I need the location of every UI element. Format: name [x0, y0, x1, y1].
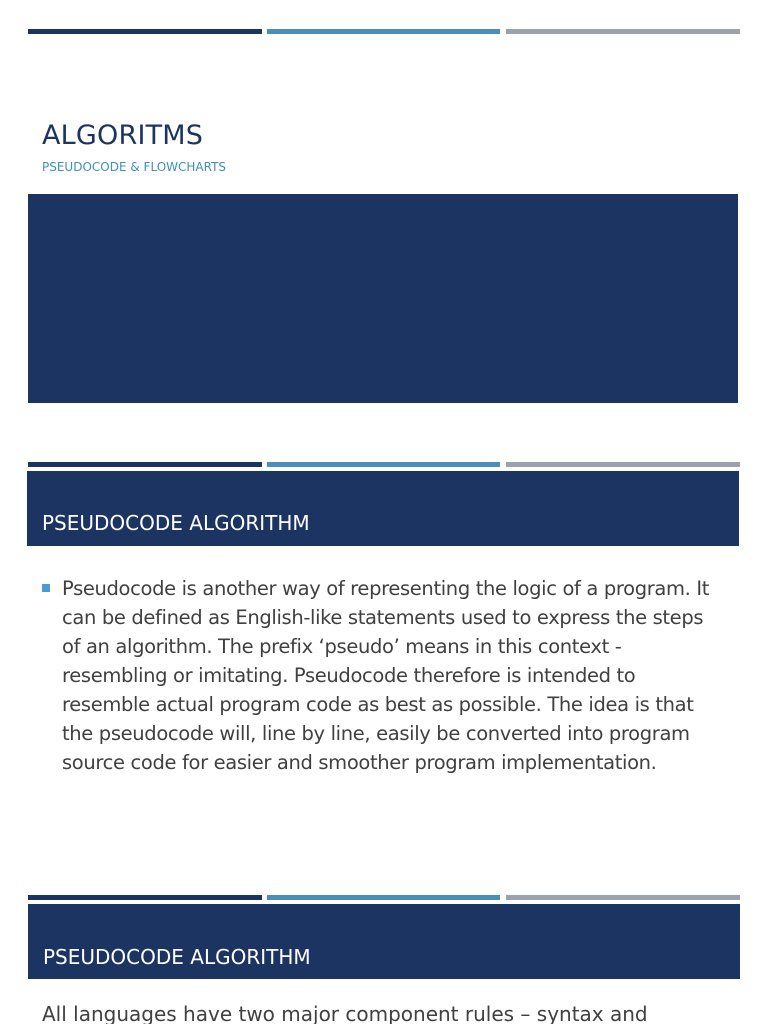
- slide1-subtitle: PSEUDOCODE & FLOWCHARTS: [42, 160, 227, 174]
- slide2-heading: PSEUDOCODE ALGORITHM: [42, 511, 310, 535]
- slide2-bullet-text: Pseudocode is another way of representing the logic of a program. It can be defined as English-like statements used to express the steps of an algorithm. The prefix ‘pseudo’ means in this context - resembling or imitating. Pseudocode therefore is intended to resemble actual program code as best as possible. The idea is that the pseudocode will, line by line, easily be converted into program source code for easier and smoother program implementation.: [62, 577, 710, 774]
- slide2-header-band: [27, 471, 739, 546]
- square-bullet-icon: [42, 584, 50, 592]
- slide2-accent-stripes: [28, 462, 740, 467]
- slide3-heading: PSEUDOCODE ALGORITHM: [43, 945, 311, 969]
- slide1-accent-stripes: [28, 29, 740, 34]
- stripe-gray: [506, 29, 740, 34]
- slide2-bullet-item: [42, 574, 722, 777]
- stripe-blue: [267, 29, 500, 34]
- slide1-hero-block: [28, 194, 738, 403]
- slide3-body-text: All languages have two major component rules – syntax and: [42, 1002, 648, 1024]
- stripe-navy: [28, 29, 262, 34]
- stripe-gray: [506, 462, 740, 467]
- stripe-navy: [28, 895, 262, 900]
- slide1-title: ALGORITMS: [42, 120, 204, 151]
- stripe-blue: [267, 895, 500, 900]
- slide3-header-band: [28, 904, 740, 979]
- stripe-navy: [28, 462, 262, 467]
- slide3-accent-stripes: [28, 895, 740, 900]
- stripe-gray: [506, 895, 740, 900]
- stripe-blue: [267, 462, 500, 467]
